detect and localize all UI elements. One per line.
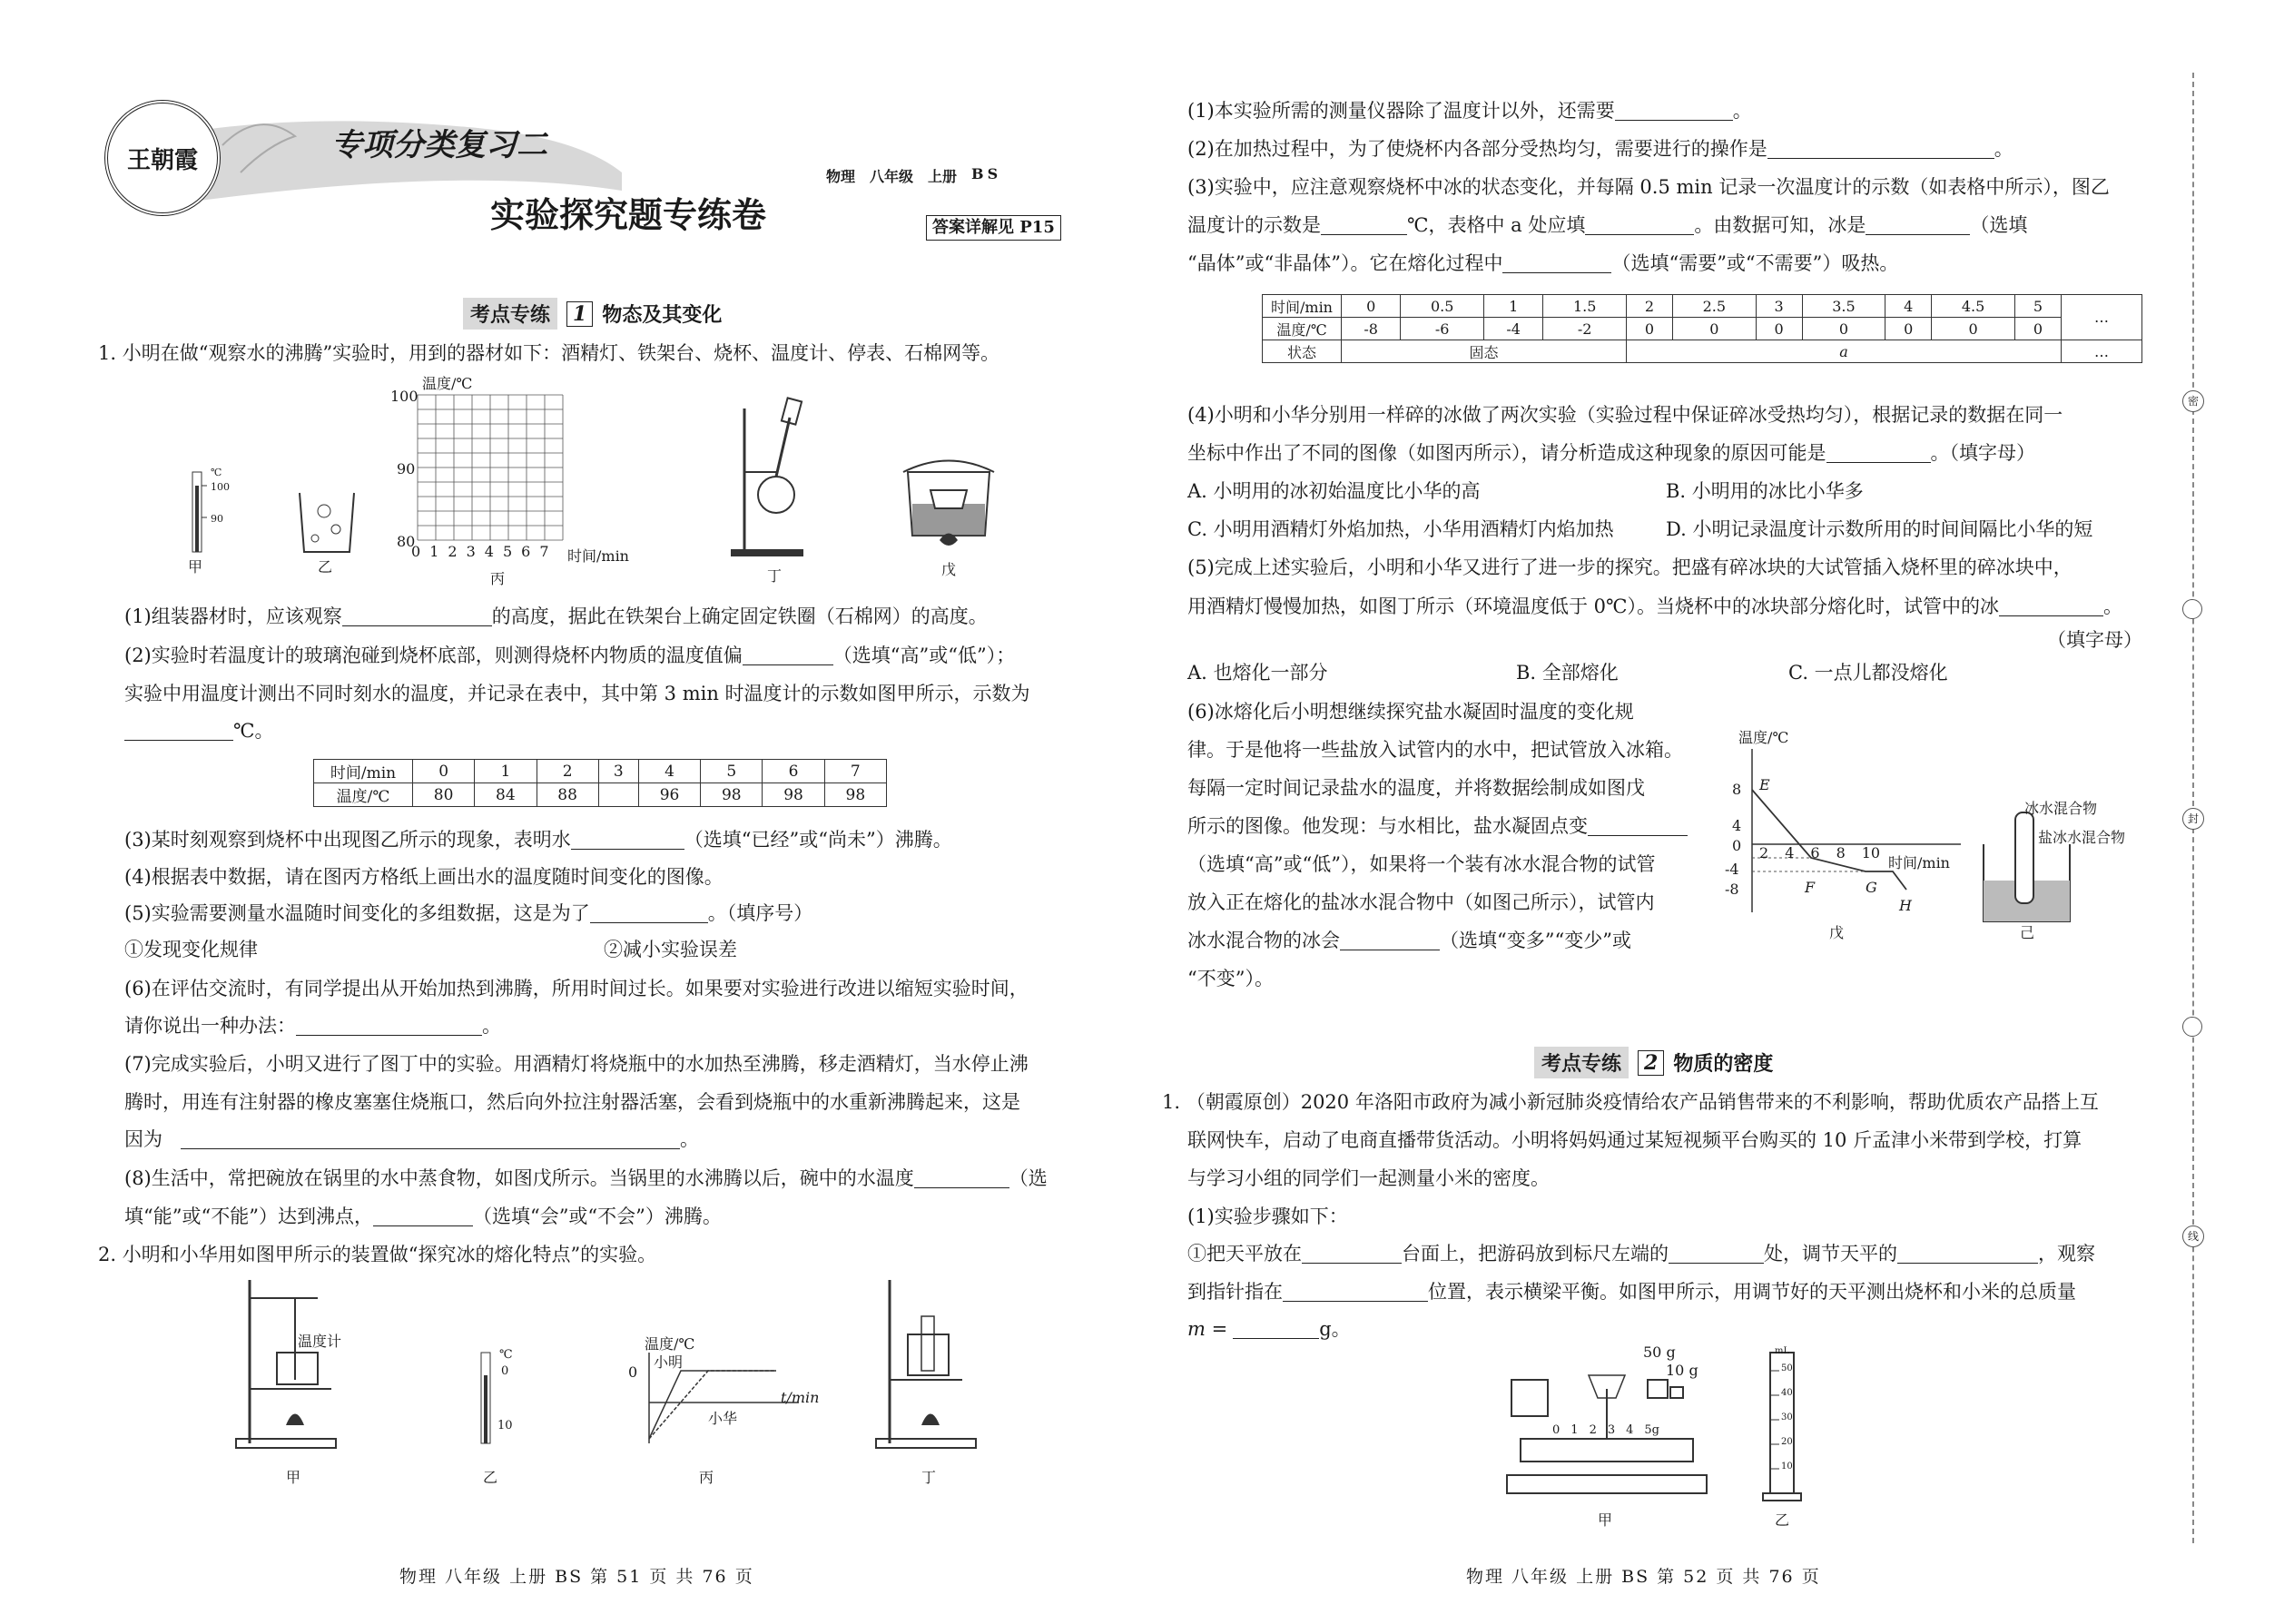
- fig4-scale: [1552, 1423, 1659, 1437]
- q2-part3-text-f: “晶体”或“非晶体”）。它在熔化过程中: [1187, 252, 1503, 274]
- q1-answer1[interactable]: [342, 605, 492, 626]
- fig3-xtick: 6: [1810, 844, 1820, 861]
- fig1-grid-xtick: 4: [484, 543, 494, 560]
- fig1-grid-ytick-80: 80: [397, 533, 416, 550]
- table-cell: 88: [537, 783, 598, 807]
- table1: [313, 759, 887, 807]
- fig4-cyl-tick: 20: [1781, 1437, 1793, 1447]
- q3-part3-text-f: 位置，表示横梁平衡。如图甲所示，用调节好的天平测出烧杯和小米的总质量: [1428, 1281, 2076, 1303]
- q2-part4-optA: A. 小明用的冰初始温度比小华的高: [1187, 480, 1481, 502]
- q2-part5-d: （填字母）: [2047, 629, 2142, 651]
- q3-part3-g: [1187, 1315, 1351, 1343]
- q1-part6: (6)在评估交流时，有同学提出从开始加热到沸腾，所用时间过长。如果要对实验进行改进以缩短实验时间，: [124, 978, 1029, 999]
- fig3-point-G: G: [1866, 879, 1877, 896]
- section1-tag: 考点专练: [463, 298, 557, 330]
- fig1-grid-xtick: 1: [429, 543, 439, 560]
- table-cell: 0: [1627, 318, 1673, 340]
- table-cell: 0: [1885, 318, 1932, 340]
- q3-part1-c: 与学习小组的同学们一起测量小米的密度。: [1187, 1167, 1550, 1189]
- table-cell: 时间/min: [1263, 295, 1342, 318]
- q2-part5-optB: B. 全部熔化: [1516, 662, 1619, 684]
- q1-part3-text: (3)某时刻观察到烧杯中出现图乙所示的现象，表明水: [124, 829, 571, 851]
- q2-answer5[interactable]: [1866, 214, 1970, 235]
- q3-answer5[interactable]: [1233, 1318, 1319, 1339]
- q3-answer4[interactable]: [1283, 1281, 1428, 1302]
- q2-part6-line5: （选填“高”或“低”），如果将一个装有冰水混合物的试管: [1187, 853, 1656, 875]
- logo: [104, 100, 221, 216]
- fig2-apparatus-ding: [871, 1271, 989, 1452]
- fig4-cyl-tick: 40: [1781, 1388, 1793, 1398]
- fig4-scale-tick: 5g: [1644, 1423, 1659, 1437]
- q2-part6-line2: 律。于是他将一些盐放入试管内的水中，把试管放入冰箱。: [1187, 739, 1683, 761]
- fig3-point-F: F: [1805, 879, 1816, 896]
- fig3-ytick: 8: [1732, 781, 1742, 798]
- q1-intro: 1. 小明在做“观察水的沸腾”实验时，用到的器材如下：酒精灯、铁架台、烧杯、温度计、停表、石棉网等。: [98, 342, 1000, 364]
- logo-text: 王朝霞: [126, 146, 198, 174]
- fig1-grid-ytick-90: 90: [397, 460, 416, 477]
- q2-answer8[interactable]: [1999, 595, 2103, 616]
- q1-part1-text: (1)组装器材时，应该观察: [124, 605, 342, 627]
- q2-part4-optB: B. 小明用的冰比小华多: [1666, 480, 1864, 502]
- q2-part4-optD: D. 小明记录温度计示数所用的时间间隔比小华的短: [1666, 518, 2093, 540]
- fig1-grid-xlabel: 时间/min: [567, 547, 629, 565]
- table-cell: 0: [1932, 318, 2015, 340]
- q3-part3-text-a: ①把天平放在: [1187, 1243, 1302, 1265]
- fig2-thermo-tick-0: 0: [501, 1364, 509, 1378]
- q2-part6-text-4: 所示的图像。他发现：与水相比，盐水凝固点变: [1187, 815, 1588, 837]
- fig4-cyl-unit: mL: [1775, 1346, 1790, 1356]
- q2-answer1[interactable]: [1615, 100, 1733, 121]
- fig3-mix1: 冰水混合物: [2024, 800, 2098, 817]
- q2-part5-text-c: 。: [2103, 595, 2123, 617]
- q2-part3-text-b: 温度计的示数是: [1187, 214, 1321, 236]
- main-title: 实验探究题专练卷: [490, 194, 767, 235]
- table-cell: 2: [1627, 295, 1673, 318]
- q2-part6-line6: 放入正在熔化的盐冰水混合物中（如图己所示），试管内: [1187, 891, 1655, 913]
- fig1-thermo-unit: ℃: [211, 467, 222, 478]
- table-cell: 3: [1756, 295, 1802, 318]
- table-cell: 5: [2014, 295, 2061, 318]
- fig1-label-yi: 乙: [318, 558, 333, 576]
- q2-part6-line1: (6)冰熔化后小明想继续探究盐水凝固时温度的变化规: [1187, 701, 1634, 723]
- fig4-label-jia: 甲: [1598, 1511, 1613, 1529]
- q1-answer3[interactable]: [124, 720, 233, 741]
- table-cell: 0: [413, 760, 475, 783]
- table-cell: a: [1627, 340, 2062, 363]
- fig4-cyl-tick: 30: [1781, 1412, 1793, 1422]
- q2-part3: (3)实验中，应注意观察烧杯中冰的状态变化，并每隔 0.5 min 记录一次温度计的示数（如表格中所示），图乙: [1187, 176, 2110, 198]
- q2-part5-optC: C. 一点儿都没熔化: [1788, 662, 1948, 684]
- fig3-mix2: 盐冰水混合物: [2038, 829, 2126, 846]
- fig3-graph: [1734, 744, 1970, 917]
- q3-part3-text-e: 到指针指在: [1187, 1281, 1283, 1303]
- q1-part7-c: [124, 1126, 699, 1153]
- fig1-grid-ylabel: 温度/℃: [422, 375, 473, 392]
- q3-part1-b: 联网快车，启动了电商直播带货活动。小明将妈妈通过某短视频平台购买的 10 斤孟津小米带到学校，打算: [1187, 1129, 2082, 1151]
- fig4-weight-10g: 10 g: [1666, 1362, 1698, 1379]
- footer-left: 物理 八年级 上册 BS 第 51 页 共 76 页: [399, 1567, 754, 1587]
- fig4-scale-tick: 4: [1626, 1423, 1634, 1437]
- fig1: [177, 372, 1021, 587]
- q1-part2-text: (2)实验时若温度计的玻璃泡碰到烧杯底部，则测得烧杯内物质的温度值偏: [124, 645, 743, 666]
- fig1-thermo-tick-90: 90: [211, 513, 223, 525]
- fig2-label-bing: 丙: [699, 1469, 714, 1486]
- fig4-label-yi: 乙: [1775, 1511, 1790, 1529]
- table-cell: -4: [1484, 318, 1543, 340]
- table-cell: 时间/min: [314, 760, 413, 783]
- table-cell: 0: [1673, 318, 1757, 340]
- fig3-ytick: 0: [1732, 837, 1742, 854]
- fig2-graph-xlabel: t/min: [781, 1389, 820, 1406]
- table-cell: 98: [763, 783, 824, 807]
- fig2-graph-zero: 0: [628, 1363, 638, 1381]
- fig2-thermo-tick-10: 10: [497, 1419, 513, 1432]
- q1-part6-text-b: 请你说出一种办法：: [124, 1015, 296, 1037]
- q3-part3-text-d: ，观察: [2038, 1243, 2095, 1265]
- fig3-point-H: H: [1899, 897, 1912, 914]
- side-label-mi: 密: [2182, 390, 2204, 412]
- table2: [1262, 294, 2142, 363]
- fig2-label-jia: 甲: [286, 1469, 301, 1486]
- side-circle-icon: [2182, 1017, 2202, 1037]
- tag-edition: BS: [971, 165, 1002, 182]
- fig4-scale-tick: 0: [1552, 1423, 1561, 1437]
- table-row: [1263, 318, 2142, 340]
- table-cell: 0: [1342, 295, 1401, 318]
- q2-part5-b: [1187, 593, 2122, 620]
- side-label-feng: 封: [2182, 808, 2204, 830]
- tag-volume: 上册: [928, 168, 958, 185]
- q1-answer8[interactable]: [914, 1167, 1009, 1188]
- q1-answer2[interactable]: [743, 645, 833, 665]
- fig1-beaker: [295, 488, 359, 556]
- fig3-point-E: E: [1759, 776, 1770, 793]
- q2-part4-text-c: 。（填字母）: [1930, 442, 2035, 464]
- q2-part6-line3: 每隔一定时间记录盐水的温度，并将数据绘制成如图戊: [1187, 777, 1645, 799]
- fig3-ytick: -8: [1725, 881, 1739, 898]
- q1-part5-text: (5)实验需要测量水温随时间变化的多组数据，这是为了: [124, 902, 590, 924]
- fig2-thermometer-yi: [472, 1348, 508, 1448]
- q1-part2-text-d: ℃。: [233, 720, 274, 742]
- table-cell: 2.5: [1673, 295, 1757, 318]
- q3-answer3[interactable]: [1897, 1243, 2038, 1264]
- q2-part6-line7: [1187, 927, 1631, 954]
- table-row: [314, 760, 887, 783]
- q1-part5-opt1: ①发现变化规律: [124, 939, 258, 960]
- fig3-label-ji: 己: [2020, 924, 2035, 941]
- q2-answer9[interactable]: [1588, 815, 1688, 836]
- table-cell: 1: [1484, 295, 1543, 318]
- fig1-label-jia: 甲: [188, 558, 203, 576]
- q1-part6-b: [124, 1012, 501, 1039]
- table-cell: 温度/℃: [1263, 318, 1342, 340]
- section1-bar: [463, 298, 722, 330]
- q2-part6-text-g: 冰水混合物的冰会: [1187, 930, 1340, 951]
- q2-part4-optC: C. 小明用酒精灯外焰加热，小华用酒精灯内焰加热: [1187, 518, 1614, 540]
- q1-answer6[interactable]: [296, 1015, 482, 1036]
- q3-part3: [1187, 1240, 2095, 1267]
- q2-answer7[interactable]: [1826, 442, 1931, 463]
- fig1-grid-xtick: 5: [502, 543, 513, 560]
- q2-part1: [1187, 97, 1752, 124]
- fig1-thermo-tick-100: 100: [211, 481, 230, 493]
- table-cell: …: [2062, 295, 2142, 340]
- q1-answer4[interactable]: [571, 829, 684, 850]
- q3-answer2[interactable]: [1669, 1243, 1764, 1264]
- fig3-ytick: -4: [1725, 861, 1739, 878]
- q3-part3-text-h: g。: [1319, 1318, 1351, 1340]
- subject-tags: [826, 165, 1001, 186]
- q2-part3-f: [1187, 250, 1898, 277]
- fig1-grid-xticks: [411, 543, 549, 560]
- q2-part4-text-b: 坐标中作出了不同的图像（如图丙所示），请分析造成这种现象的原因可能是: [1187, 442, 1826, 464]
- q1-part8-text: (8)生活中，常把碗放在锅里的水中蒸食物，如图戊所示。当锅里的水沸腾以后，碗中的水温度: [124, 1167, 914, 1189]
- fig3: [1707, 726, 2179, 944]
- section2-title: 物质的密度: [1673, 1052, 1774, 1076]
- fig1-grid-ytick-100: 100: [390, 388, 418, 405]
- fig2-thermo-label: 温度计: [298, 1333, 342, 1350]
- series-title: 专项分类复习二: [331, 127, 547, 163]
- fig1-flask-stand: [726, 390, 826, 558]
- fig3-xtick: 2: [1759, 844, 1769, 861]
- table-cell: 1: [475, 760, 537, 783]
- fig3-ytick: 4: [1732, 817, 1742, 834]
- q2-part4-b: [1187, 439, 2035, 467]
- section1-num: 1: [566, 301, 593, 327]
- q2-part3-b: [1187, 212, 2027, 239]
- q2-part3-text-e: （选填: [1970, 214, 2028, 236]
- q1-part3-text-b: （选填“已经”或“尚未”）沸腾。: [684, 829, 952, 851]
- table-cell: 98: [701, 783, 763, 807]
- table-cell: 4.5: [1932, 295, 2015, 318]
- fig4-scale-tick: 1: [1570, 1423, 1579, 1437]
- fig2-series-xiaohua: 小华: [708, 1410, 738, 1427]
- q2-part6-line4: [1187, 812, 1688, 840]
- fig4-cyl-tick: 10: [1781, 1462, 1793, 1471]
- q3-part3-e: [1187, 1278, 2076, 1305]
- q2-intro: 2. 小明和小华用如图甲所示的装置做“探究冰的熔化特点”的实验。: [98, 1244, 657, 1265]
- q2-answer6[interactable]: [1502, 252, 1611, 273]
- fig1-grid-xtick: 3: [466, 543, 476, 560]
- q2-part5-text-b: 用酒精灯慢慢加热，如图丁所示（环境温度低于 0℃）。当烧杯中的冰块部分熔化时，试管中的冰: [1187, 595, 2000, 617]
- fig4-weight-50g: 50 g: [1643, 1343, 1676, 1361]
- fig4-scale-tick: 2: [1589, 1423, 1597, 1437]
- table-cell[interactable]: [598, 783, 638, 807]
- q1-part8-c: [124, 1203, 722, 1230]
- q2-part6-line8: “不变”）。: [1187, 968, 1274, 989]
- table-cell: -2: [1543, 318, 1627, 340]
- fig3-xtick: 10: [1861, 844, 1881, 861]
- fig2-label-ding: 丁: [921, 1469, 937, 1486]
- table-cell: 6: [763, 760, 824, 783]
- q2-answer2[interactable]: [1767, 138, 1994, 159]
- q2-answer4[interactable]: [1585, 214, 1694, 235]
- q2-part1-text-b: 。: [1732, 100, 1752, 122]
- q1-part1: [124, 603, 988, 630]
- q1-part3: [124, 826, 952, 853]
- fig2-series-xiaoming: 小明: [654, 1353, 684, 1371]
- fig1-label-ding: 丁: [767, 567, 783, 585]
- table-cell: 温度/℃: [314, 783, 413, 807]
- q1-answer5[interactable]: [590, 902, 708, 923]
- q1-part5: [124, 900, 812, 927]
- q1-part4: (4)根据表中数据，请在图丙方格纸上画出水的温度随时间变化的图像。: [124, 866, 724, 888]
- table-cell: …: [2062, 340, 2142, 363]
- fig1-grid-xtick: 2: [448, 543, 458, 560]
- fig3-xlabel: 时间/min: [1888, 854, 1950, 871]
- table-cell: 7: [824, 760, 886, 783]
- q1-part2-end: [124, 717, 274, 744]
- table-cell: 0: [2014, 318, 2061, 340]
- table-cell: 84: [475, 783, 537, 807]
- table-cell: 96: [638, 783, 700, 807]
- fig1-grid-xtick: 7: [539, 543, 549, 560]
- table-cell: 0: [1802, 318, 1885, 340]
- table-cell: 0: [1756, 318, 1802, 340]
- q1-part2-text-b: （选填“高”或“低”）；: [832, 645, 1016, 666]
- fig2-label-yi: 乙: [483, 1469, 498, 1486]
- table-cell: 5: [701, 760, 763, 783]
- q2-part2-text-b: 。: [1994, 138, 2013, 160]
- q3-part3-text-g: m =: [1187, 1318, 1228, 1340]
- fig2-thermo-unit: ℃: [499, 1348, 513, 1362]
- table-row: [1263, 295, 2142, 318]
- fig1-pot: [899, 440, 999, 558]
- fig3-label-wu: 戊: [1829, 924, 1845, 941]
- q2-part4: (4)小明和小华分别用一样碎的冰做了两次实验（实验过程中保证碎冰受热均匀），根据记录的数据在同一: [1187, 404, 2063, 426]
- fig1-grid-xtick: 6: [521, 543, 531, 560]
- q1-answer9[interactable]: [373, 1206, 473, 1226]
- fig1-label-bing: 丙: [490, 570, 506, 587]
- q1-part8: [124, 1165, 1048, 1192]
- fig1-grid-xtick: 0: [411, 543, 421, 560]
- q1-part6-text-c: 。: [482, 1015, 501, 1037]
- q2-part2-text: (2)在加热过程中，为了使烧杯内各部分受热均匀，需要进行的操作是: [1187, 138, 1767, 160]
- q3-answer1[interactable]: [1302, 1243, 1402, 1264]
- q1-part5-opt2: ②减小实验误差: [604, 939, 737, 960]
- table-cell: 固态: [1342, 340, 1627, 363]
- table-cell: 状态: [1263, 340, 1342, 363]
- q1-part8-text-d: （选填“会”或“不会”）沸腾。: [472, 1206, 722, 1227]
- fig3-xticks: [1759, 844, 1880, 861]
- q2-answer10[interactable]: [1340, 930, 1440, 950]
- q3-part3-text-c: 处，调节天平的: [1764, 1243, 1897, 1265]
- q1-part8-text-c: 填“能”或“不能”）达到沸点，: [124, 1206, 373, 1227]
- fig1-grid: [409, 390, 617, 545]
- section2-num: 2: [1638, 1050, 1664, 1076]
- section2-tag: 考点专练: [1534, 1047, 1629, 1078]
- fig2-apparatus-jia: [227, 1271, 372, 1452]
- q3-part1: 1. （朝霞原创）2020 年洛阳市政府为减小新冠肺炎疫情给农产品销售带来的不利影响，帮助优质农产品搭上互: [1162, 1091, 2099, 1113]
- q1-part1-text-b: 的高度，据此在铁架台上确定固定铁圈（石棉网）的高度。: [491, 605, 988, 627]
- fig3-xtick: 4: [1785, 844, 1795, 861]
- q1-part7-b: 腾时，用连有注射器的橡皮塞塞住烧瓶口，然后向外拉注射器活塞，会看到烧瓶中的水重新沸腾起来，这是: [124, 1091, 1020, 1113]
- q1-part5-text-b: 。（填序号）: [707, 902, 813, 924]
- q2-part5: (5)完成上述实验后，小明和小华又进行了进一步的探究。把盛有碎冰块的大试管插入烧杯里的碎冰块中，: [1187, 556, 2072, 578]
- fig4: [1498, 1343, 1843, 1530]
- table-cell: 2: [537, 760, 598, 783]
- q1-answer7[interactable]: [181, 1128, 680, 1149]
- q1-part2: [124, 642, 1015, 669]
- q1-part7: (7)完成实验后，小明又进行了图丁中的实验。用酒精灯将烧瓶中的水加热至沸腾，移走酒精灯，当水停止沸: [124, 1053, 1029, 1075]
- fig3-ylabel: 温度/℃: [1738, 729, 1789, 746]
- table-row: [314, 783, 887, 807]
- q3-part3-text-b: 台面上，把游码放到标尺左端的: [1402, 1243, 1669, 1265]
- table-cell: 98: [824, 783, 886, 807]
- fig1-label-wu: 戊: [941, 561, 957, 578]
- q2-part3-text-d: 。由数据可知，冰是: [1694, 214, 1866, 236]
- fig2: [218, 1271, 1017, 1486]
- q1-part8-text-b: （选: [1009, 1167, 1048, 1189]
- tag-grade: 八年级: [870, 168, 914, 185]
- table-cell: 0.5: [1401, 295, 1484, 318]
- q2-part3-text-c: ℃，表格中 a 处应填: [1407, 214, 1586, 236]
- answer-ref: 答案详解见 P15: [926, 215, 1061, 241]
- q2-part5-optA: A. 也熔化一部分: [1187, 662, 1328, 684]
- q3-part2: (1)实验步骤如下：: [1187, 1206, 1348, 1227]
- q2-part6-text-h: （选填“变多”“变少”或: [1440, 930, 1631, 951]
- table-cell: -6: [1401, 318, 1484, 340]
- q2-answer3[interactable]: [1321, 214, 1407, 235]
- table-cell: 4: [1885, 295, 1932, 318]
- fig4-scale-tick: 3: [1607, 1423, 1616, 1437]
- fig3-xtick: 8: [1836, 844, 1846, 861]
- table-cell: 3: [598, 760, 638, 783]
- table-cell: 3.5: [1802, 295, 1885, 318]
- table-cell: 80: [413, 783, 475, 807]
- q2-part2: [1187, 135, 2013, 162]
- section2-bar: [1534, 1047, 1773, 1078]
- fig2-graph-ylabel: 温度/℃: [645, 1335, 695, 1353]
- fig4-cyl-tick: 50: [1781, 1363, 1793, 1373]
- table-cell: 4: [638, 760, 700, 783]
- tag-subject: 物理: [826, 168, 856, 185]
- footer-right: 物理 八年级 上册 BS 第 52 页 共 76 页: [1466, 1567, 1821, 1587]
- q1-part7-text-c: 因为: [124, 1128, 162, 1150]
- q2-part3-text-g: （选填“需要”或“不需要”）吸热。: [1611, 252, 1899, 274]
- table-cell: 1.5: [1543, 295, 1627, 318]
- section1-title: 物态及其变化: [602, 303, 723, 327]
- side-label-xian: 线: [2182, 1225, 2204, 1247]
- q1-part2-cont: 实验中用温度计测出不同时刻水的温度，并记录在表中，其中第 3 min 时温度计的示数如图甲所示，示数为: [124, 683, 1030, 704]
- q2-part1-text: (1)本实验所需的测量仪器除了温度计以外，还需要: [1187, 100, 1615, 122]
- side-circle-icon: [2182, 599, 2202, 619]
- table-cell: -8: [1342, 318, 1401, 340]
- q1-part7-text-d: 。: [680, 1128, 699, 1150]
- table-row: [1263, 340, 2142, 363]
